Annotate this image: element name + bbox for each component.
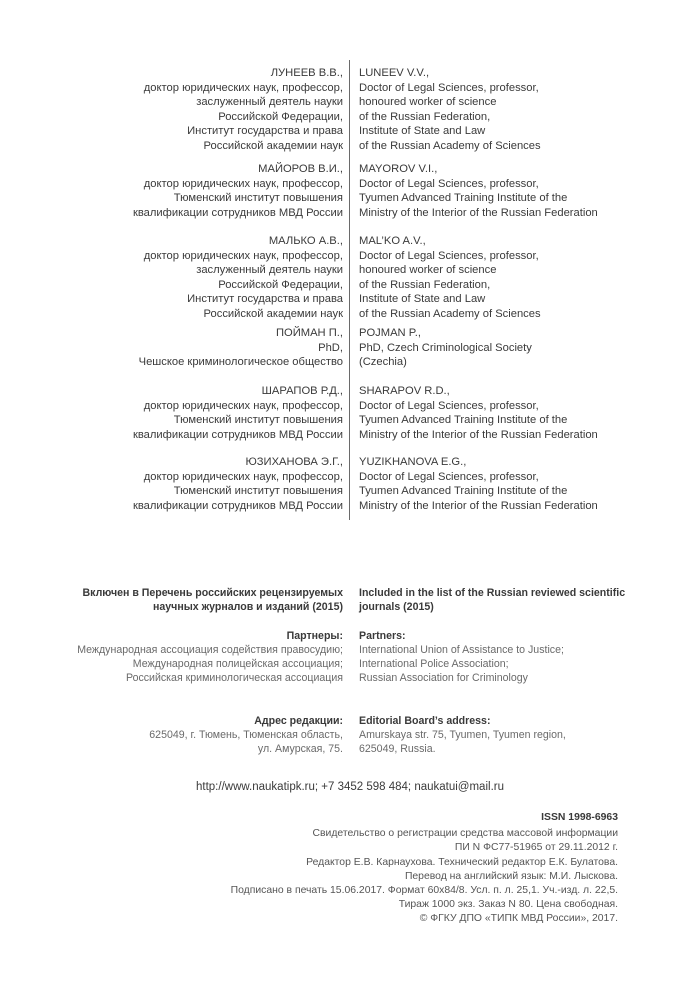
editor-en xyxy=(359,455,598,513)
editor-affiliation-ru: Тюменский институт повышения xyxy=(173,485,343,497)
editor-degree-en: Doctor of Legal Sciences, professor, xyxy=(359,81,539,94)
address-ru xyxy=(149,714,343,756)
editor-affiliation-ru: Чешское криминологическое общество xyxy=(138,356,343,368)
imprint-line: Свидетельство о регистрации средства массовой информации xyxy=(312,828,618,840)
address-en xyxy=(359,714,566,756)
partners-en xyxy=(359,629,564,685)
editor-name-en: SHARAPOV R.D., xyxy=(359,385,450,397)
editor-affiliation-ru: Российской академии наук xyxy=(203,307,343,320)
editor-affiliation-ru: Институт государства и права xyxy=(187,293,343,305)
editor-title-en: honoured worker of science xyxy=(359,264,497,276)
editor-name-ru: МАЛЬКО А.В., xyxy=(268,235,343,247)
editor-en xyxy=(359,66,541,153)
editor-name-en: MAYOROV V.I., xyxy=(359,163,438,175)
editor-affiliation-ru: Институт государства и права xyxy=(187,125,343,137)
editor-name-ru: ПОЙМАН П., xyxy=(275,327,343,339)
editor-degree-en: Doctor of Legal Sciences, professor, xyxy=(359,399,539,412)
editor-en xyxy=(359,162,598,220)
editor-affiliation-ru: Тюменский институт повышения xyxy=(173,414,343,426)
editor-affiliation-ru: Российской академии наук xyxy=(203,139,343,152)
editor-ru xyxy=(139,326,343,370)
editor-name-ru: ШАРАПОВ Р.Д., xyxy=(261,385,343,397)
editor-name-en: LUNEEV V.V., xyxy=(359,67,430,79)
editor-en xyxy=(359,384,598,442)
editor-title-ru: заслуженный деятель науки xyxy=(196,264,343,276)
partners-title-en: Partners: xyxy=(359,630,406,642)
editor-affiliation-ru: квалификации сотрудников МВД России xyxy=(132,499,343,512)
editor-degree-ru: PhD, xyxy=(318,341,343,354)
column-divider xyxy=(349,60,350,520)
imprint-line: Тираж 1000 экз. Заказ N 80. Цена свободная. xyxy=(398,899,618,911)
editor-degree-en: Doctor of Legal Sciences, professor, xyxy=(359,177,539,190)
partner-item-ru: Российская криминологическая ассоциация xyxy=(125,672,343,684)
editor-name-en: MAL’KO A.V., xyxy=(359,235,426,247)
editor-name-ru: ЛУНЕЕВ В.В., xyxy=(270,67,343,79)
editor-affiliation-en: Tyumen Advanced Training Institute of the xyxy=(359,414,568,426)
inclusion-ru xyxy=(82,586,343,614)
editor-en xyxy=(359,326,532,370)
inclusion-ru-line: Включен в Перечень российских рецензируемых xyxy=(82,587,343,599)
editor-affiliation-en: Tyumen Advanced Training Institute of the xyxy=(359,192,568,204)
inclusion-en-line: journals (2015) xyxy=(359,601,434,613)
editor-degree-ru: доктор юридических наук, профессор, xyxy=(143,249,343,262)
editor-affiliation-en: of the Russian Academy of Sciences xyxy=(359,139,541,152)
address-line-ru: ул. Амурская, 75. xyxy=(257,743,343,755)
editor-name-en: POJMAN P., xyxy=(359,327,421,339)
editor-affiliation-en: Institute of State and Law xyxy=(359,293,486,305)
address-title-ru: Адрес редакции: xyxy=(254,715,343,727)
editor-en xyxy=(359,234,541,321)
inclusion-en xyxy=(359,586,625,614)
imprint-line: Перевод на английский язык: М.И. Лыскова. xyxy=(404,870,618,882)
partner-item-en: Russian Association for Criminology xyxy=(359,672,528,684)
copyright: © ФГКУ ДПО «ТИПК МВД России», 2017. xyxy=(419,913,618,925)
editor-affiliation-en: Ministry of the Interior of the Russian Federation xyxy=(359,428,598,441)
editor-affiliation-ru: квалификации сотрудников МВД России xyxy=(132,428,343,441)
editor-title-ru: Российской Федерации, xyxy=(218,278,343,291)
contact-line[interactable]: http://www.naukatipk.ru; +7 3452 598 484; naukatui@mail.ru xyxy=(196,781,504,793)
editor-affiliation-ru: квалификации сотрудников МВД России xyxy=(132,206,343,219)
partners-title-ru: Партнеры: xyxy=(286,630,343,642)
editor-degree-ru: доктор юридических наук, профессор, xyxy=(143,81,343,94)
partner-item-ru: Международная полицейская ассоциация; xyxy=(132,658,343,670)
issn: ISSN 1998-6963 xyxy=(541,812,618,823)
editor-ru xyxy=(144,234,343,321)
inclusion-ru-line: научных журналов и изданий (2015) xyxy=(153,601,343,613)
partner-item-en: International Police Association; xyxy=(359,658,509,670)
address-line-ru: 625049, г. Тюмень, Тюменская область, xyxy=(149,729,343,741)
editor-degree-ru: доктор юридических наук, профессор, xyxy=(143,470,343,483)
partner-item-en: International Union of Assistance to Justice; xyxy=(359,644,564,656)
editor-affiliation-en: PhD, Czech Criminological Society xyxy=(359,341,532,354)
editor-ru xyxy=(133,455,343,513)
editor-name-ru: МАЙОРОВ В.И., xyxy=(258,163,343,175)
editor-degree-ru: доктор юридических наук, профессор, xyxy=(143,399,343,412)
editor-name-ru: ЮЗИХАНОВА Э.Г., xyxy=(245,456,343,468)
editor-title-en: honoured worker of science xyxy=(359,96,497,108)
editor-title-ru: заслуженный деятель науки xyxy=(196,96,343,108)
editor-degree-en: Doctor of Legal Sciences, professor, xyxy=(359,470,539,483)
editor-title-ru: Российской Федерации, xyxy=(218,110,343,123)
editor-title-en: of the Russian Federation, xyxy=(359,110,491,123)
editor-affiliation-en: Institute of State and Law xyxy=(359,125,486,137)
imprint-line: Подписано в печать 15.06.2017. Формат 60х84/8. Усл. п. л. 25,1. Уч.-изд. л. 22,5. xyxy=(230,885,618,897)
editor-affiliation-ru: Тюменский институт повышения xyxy=(173,192,343,204)
imprint-block xyxy=(231,811,618,927)
editor-affiliation-en: Ministry of the Interior of the Russian Federation xyxy=(359,206,598,219)
editor-affiliation-en: Ministry of the Interior of the Russian Federation xyxy=(359,499,598,512)
address-title-en: Editorial Board’s address: xyxy=(359,715,491,727)
imprint-line: Редактор Е.В. Карнаухова. Технический редактор Е.К. Булатова. xyxy=(306,856,618,868)
editor-title-en: of the Russian Federation, xyxy=(359,278,491,291)
inclusion-en-line: Included in the list of the Russian reviewed scientific xyxy=(359,587,626,599)
imprint-line: ПИ N ФС77-51965 от 29.11.2012 г. xyxy=(454,842,618,854)
editor-ru xyxy=(144,66,343,153)
editor-degree-ru: доктор юридических наук, профессор, xyxy=(143,177,343,190)
address-line-en: 625049, Russia. xyxy=(359,743,436,755)
address-line-en: Amurskaya str. 75, Tyumen, Tyumen region, xyxy=(359,729,566,741)
editor-degree-en: Doctor of Legal Sciences, professor, xyxy=(359,249,539,262)
editor-name-en: YUZIKHANOVA E.G., xyxy=(359,456,467,468)
editor-affiliation-en: of the Russian Academy of Sciences xyxy=(359,307,541,320)
editor-ru xyxy=(133,162,343,220)
editor-affiliation-en: Tyumen Advanced Training Institute of the xyxy=(359,485,568,497)
partner-item-ru: Международная ассоциация содействия правосудию; xyxy=(77,644,343,656)
editor-ru xyxy=(133,384,343,442)
partners-ru xyxy=(77,629,343,685)
editor-country-en: (Czechia) xyxy=(359,356,407,368)
